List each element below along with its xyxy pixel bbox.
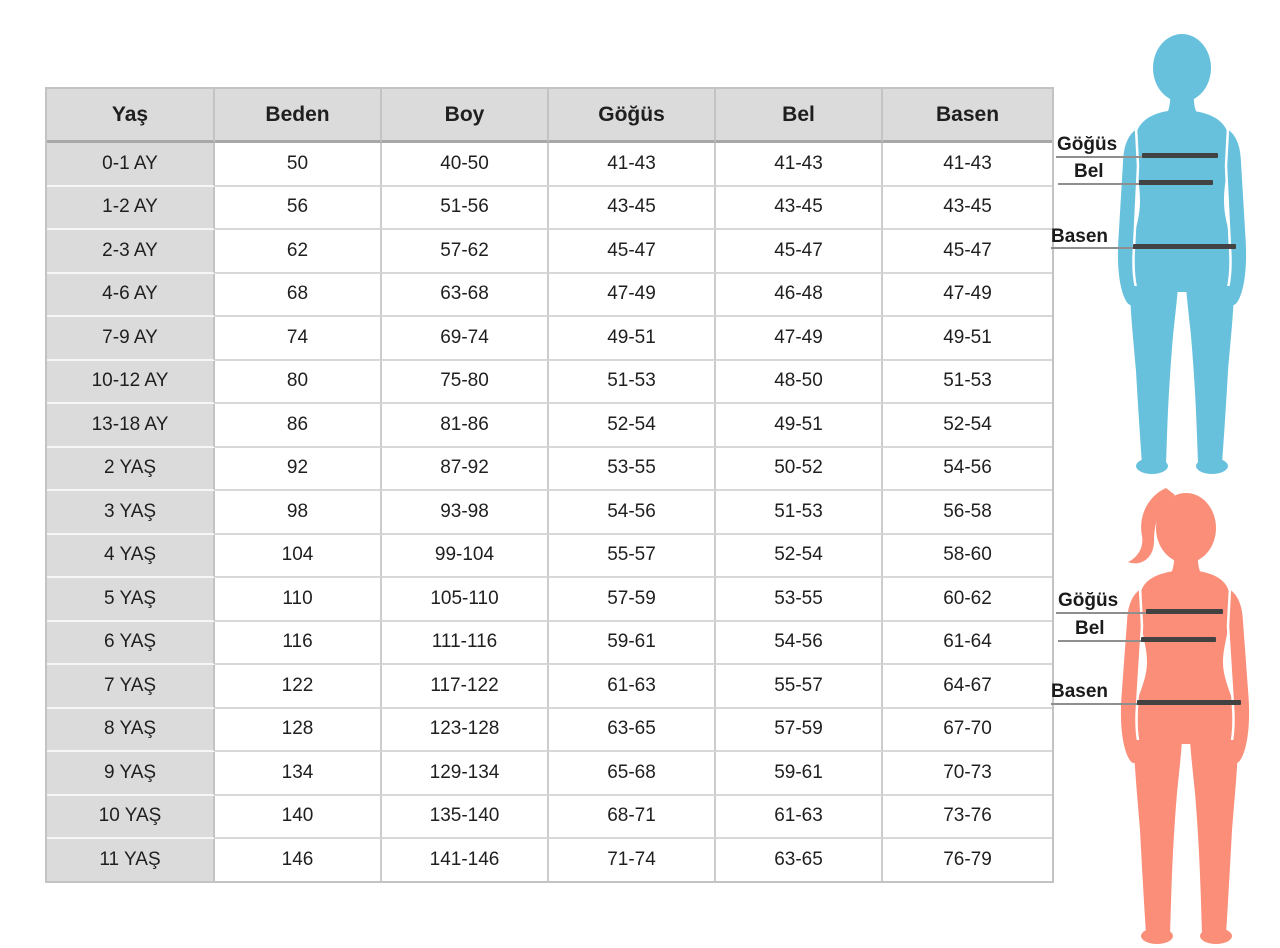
- row-label-cell: 2-3 AY: [47, 230, 215, 274]
- value-cell: 47-49: [716, 317, 883, 361]
- row-label-cell: 4 YAŞ: [47, 535, 215, 579]
- girl-chest-measure-bar: [1146, 609, 1223, 614]
- value-cell: 51-56: [382, 187, 549, 231]
- value-cell: 56: [215, 187, 382, 231]
- row-label-cell: 9 YAŞ: [47, 752, 215, 796]
- value-cell: 51-53: [716, 491, 883, 535]
- value-cell: 68-71: [549, 796, 716, 840]
- value-cell: 128: [215, 709, 382, 753]
- value-cell: 52-54: [716, 535, 883, 579]
- girl-torso: [1134, 570, 1236, 744]
- boy-hip-measure-bar: [1133, 244, 1236, 249]
- girl-hip-measure-bar: [1137, 700, 1241, 705]
- value-cell: 71-74: [549, 839, 716, 881]
- value-cell: 57-59: [549, 578, 716, 622]
- value-cell: 110: [215, 578, 382, 622]
- value-cell: 60-62: [883, 578, 1052, 622]
- value-cell: 61-64: [883, 622, 1052, 666]
- value-cell: 61-63: [549, 665, 716, 709]
- table-row: [47, 274, 1052, 318]
- value-cell: 46-48: [716, 274, 883, 318]
- value-cell: 54-56: [883, 448, 1052, 492]
- value-cell: 52-54: [883, 404, 1052, 448]
- value-cell: 45-47: [716, 230, 883, 274]
- table-header-row: [47, 89, 1052, 143]
- size-table: [45, 87, 1054, 883]
- value-cell: 59-61: [549, 622, 716, 666]
- table-row: [47, 622, 1052, 666]
- value-cell: 122: [215, 665, 382, 709]
- value-cell: 61-63: [716, 796, 883, 840]
- value-cell: 70-73: [883, 752, 1052, 796]
- value-cell: 43-45: [883, 187, 1052, 231]
- value-cell: 134: [215, 752, 382, 796]
- value-cell: 123-128: [382, 709, 549, 753]
- value-cell: 50-52: [716, 448, 883, 492]
- girl-waist-measure-bar: [1141, 637, 1216, 642]
- row-label-cell: 11 YAŞ: [47, 839, 215, 881]
- row-label-cell: 13-18 AY: [47, 404, 215, 448]
- value-cell: 99-104: [382, 535, 549, 579]
- table-row: [47, 230, 1052, 274]
- value-cell: 40-50: [382, 143, 549, 187]
- value-cell: 68: [215, 274, 382, 318]
- row-label-cell: 3 YAŞ: [47, 491, 215, 535]
- row-label-cell: 7-9 AY: [47, 317, 215, 361]
- boy-waist-measure-bar: [1139, 180, 1213, 185]
- value-cell: 135-140: [382, 796, 549, 840]
- column-header-2: Boy: [382, 89, 549, 143]
- value-cell: 49-51: [716, 404, 883, 448]
- row-label-cell: 4-6 AY: [47, 274, 215, 318]
- boy-left-leg: [1130, 286, 1178, 464]
- value-cell: 74: [215, 317, 382, 361]
- boy-right-leg: [1186, 286, 1234, 464]
- value-cell: 81-86: [382, 404, 549, 448]
- value-cell: 41-43: [883, 143, 1052, 187]
- value-cell: 62: [215, 230, 382, 274]
- boy-left-arm: [1117, 128, 1138, 306]
- girl-right-arm: [1228, 588, 1250, 764]
- value-cell: 65-68: [549, 752, 716, 796]
- value-cell: 63-68: [382, 274, 549, 318]
- column-header-3: Göğüs: [549, 89, 716, 143]
- girl-waist-leader-line: [1058, 640, 1144, 642]
- value-cell: 47-49: [883, 274, 1052, 318]
- table-row: [47, 317, 1052, 361]
- value-cell: 63-65: [549, 709, 716, 753]
- table-row: [47, 404, 1052, 448]
- value-cell: 92: [215, 448, 382, 492]
- value-cell: 45-47: [883, 230, 1052, 274]
- value-cell: 141-146: [382, 839, 549, 881]
- value-cell: 93-98: [382, 491, 549, 535]
- value-cell: 146: [215, 839, 382, 881]
- table-row: [47, 709, 1052, 753]
- value-cell: 63-65: [716, 839, 883, 881]
- value-cell: 59-61: [716, 752, 883, 796]
- value-cell: 47-49: [549, 274, 716, 318]
- value-cell: 64-67: [883, 665, 1052, 709]
- value-cell: 49-51: [883, 317, 1052, 361]
- boy-left-foot: [1136, 458, 1168, 474]
- table-row: [47, 187, 1052, 231]
- value-cell: 67-70: [883, 709, 1052, 753]
- value-cell: 57-59: [716, 709, 883, 753]
- girl-hip-label: Basen: [1051, 681, 1109, 702]
- boy-chest-label: Göğüs: [1057, 134, 1118, 155]
- girl-left-arm: [1120, 588, 1142, 764]
- value-cell: 129-134: [382, 752, 549, 796]
- boy-right-arm: [1226, 128, 1247, 306]
- value-cell: 56-58: [883, 491, 1052, 535]
- girl-chest-leader-line: [1056, 612, 1148, 614]
- value-cell: 41-43: [549, 143, 716, 187]
- row-label-cell: 8 YAŞ: [47, 709, 215, 753]
- value-cell: 45-47: [549, 230, 716, 274]
- boy-hip-leader-line: [1051, 247, 1135, 249]
- value-cell: 53-55: [549, 448, 716, 492]
- row-label-cell: 1-2 AY: [47, 187, 215, 231]
- boy-right-foot: [1196, 458, 1228, 474]
- girl-left-foot: [1141, 928, 1173, 944]
- column-header-5: Basen: [883, 89, 1052, 143]
- value-cell: 50: [215, 143, 382, 187]
- table-row: [47, 839, 1052, 881]
- value-cell: 57-62: [382, 230, 549, 274]
- table-row: [47, 361, 1052, 405]
- value-cell: 140: [215, 796, 382, 840]
- value-cell: 54-56: [549, 491, 716, 535]
- value-cell: 55-57: [549, 535, 716, 579]
- table-row: [47, 665, 1052, 709]
- value-cell: 86: [215, 404, 382, 448]
- value-cell: 43-45: [716, 187, 883, 231]
- value-cell: 116: [215, 622, 382, 666]
- girl-right-foot: [1200, 928, 1232, 944]
- row-label-cell: 2 YAŞ: [47, 448, 215, 492]
- boy-waist-leader-line: [1058, 183, 1142, 185]
- value-cell: 54-56: [716, 622, 883, 666]
- column-header-4: Bel: [716, 89, 883, 143]
- boy-torso: [1130, 110, 1235, 292]
- table-row: [47, 796, 1052, 840]
- value-cell: 48-50: [716, 361, 883, 405]
- table-row: [47, 535, 1052, 579]
- value-cell: 51-53: [883, 361, 1052, 405]
- girl-waist-label: Bel: [1075, 618, 1105, 639]
- value-cell: 80: [215, 361, 382, 405]
- boy-chest-measure-bar: [1142, 153, 1218, 158]
- table-row: [47, 143, 1052, 187]
- value-cell: 117-122: [382, 665, 549, 709]
- row-label-cell: 10-12 AY: [47, 361, 215, 405]
- value-cell: 104: [215, 535, 382, 579]
- value-cell: 105-110: [382, 578, 549, 622]
- value-cell: 43-45: [549, 187, 716, 231]
- table-row: [47, 448, 1052, 492]
- row-label-cell: 0-1 AY: [47, 143, 215, 187]
- row-label-cell: 6 YAŞ: [47, 622, 215, 666]
- girl-hip-leader-line: [1051, 703, 1140, 705]
- boy-chest-leader-line: [1056, 156, 1146, 158]
- value-cell: 73-76: [883, 796, 1052, 840]
- row-label-cell: 5 YAŞ: [47, 578, 215, 622]
- value-cell: 49-51: [549, 317, 716, 361]
- girl-left-leg: [1134, 740, 1182, 934]
- column-header-1: Beden: [215, 89, 382, 143]
- value-cell: 76-79: [883, 839, 1052, 881]
- boy-waist-label: Bel: [1074, 161, 1104, 182]
- value-cell: 111-116: [382, 622, 549, 666]
- row-label-cell: 7 YAŞ: [47, 665, 215, 709]
- girl-right-leg: [1190, 740, 1238, 934]
- table-row: [47, 491, 1052, 535]
- value-cell: 69-74: [382, 317, 549, 361]
- table-row: [47, 752, 1052, 796]
- value-cell: 87-92: [382, 448, 549, 492]
- value-cell: 55-57: [716, 665, 883, 709]
- value-cell: 75-80: [382, 361, 549, 405]
- value-cell: 41-43: [716, 143, 883, 187]
- value-cell: 53-55: [716, 578, 883, 622]
- row-label-cell: 10 YAŞ: [47, 796, 215, 840]
- girl-silhouette: [1082, 478, 1278, 946]
- value-cell: 98: [215, 491, 382, 535]
- boy-hip-label: Basen: [1051, 226, 1109, 247]
- value-cell: 58-60: [883, 535, 1052, 579]
- value-cell: 52-54: [549, 404, 716, 448]
- column-header-0: Yaş: [47, 89, 215, 143]
- value-cell: 51-53: [549, 361, 716, 405]
- table-row: [47, 578, 1052, 622]
- girl-chest-label: Göğüs: [1058, 590, 1119, 611]
